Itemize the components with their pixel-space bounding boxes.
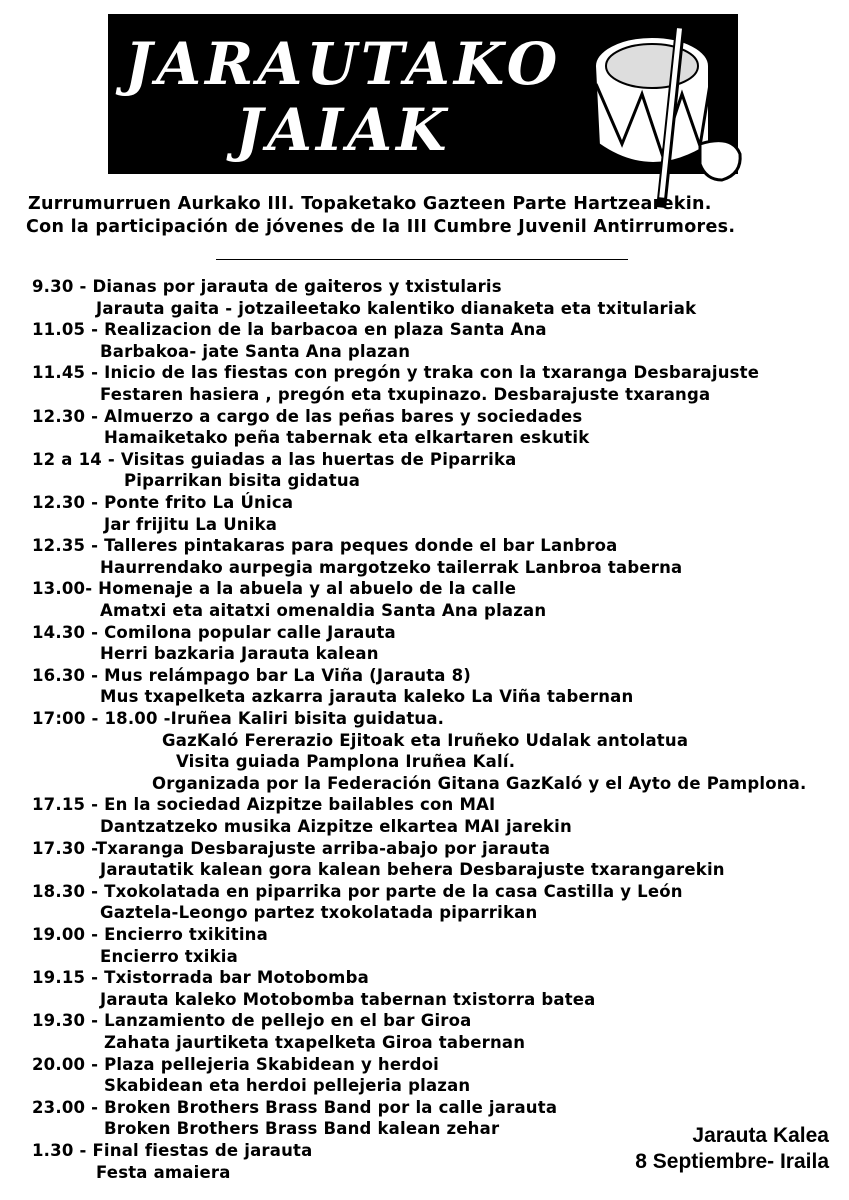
schedule-line: 18.30 - Txokolatada en piparrika por parte de la casa Castilla y León bbox=[32, 881, 683, 901]
footer-date: 8 Septiembre- Iraila bbox=[635, 1150, 829, 1173]
schedule-line: 17:00 - 18.00 -Iruñea Kaliri bisita guidatua. bbox=[32, 709, 445, 728]
schedule-line: Jarauta gaita - jotzaileetako kalentiko dianaketa eta txitulariak bbox=[96, 298, 697, 318]
schedule-line: 19.15 - Txistorrada bar Motobomba bbox=[32, 968, 369, 988]
schedule-line: 12 a 14 - Visitas guiadas a las huertas de Piparrika bbox=[32, 449, 517, 469]
schedule-line: Zahata jaurtiketa txapelketa Giroa tabernan bbox=[104, 1033, 526, 1052]
schedule-line: Mus txapelketa azkarra jarauta kaleko La Viña tabernan bbox=[100, 687, 634, 707]
footer-street: Jarauta Kalea bbox=[692, 1124, 829, 1147]
schedule-line: Herri bazkaria Jarauta kalean bbox=[100, 644, 379, 664]
title-line-1: JARAUTAKO bbox=[124, 30, 562, 98]
schedule-line: 12.35 - Talleres pintakaras para peques donde el bar Lanbroa bbox=[32, 536, 618, 556]
schedule-line: Gaztela-Leongo partez txokolatada piparrikan bbox=[100, 903, 538, 923]
schedule-line: Visita guiada Pamplona Iruñea Kalí. bbox=[176, 752, 516, 772]
subtitle-spanish: Con la participación de jóvenes de la III Cumbre Juvenil Antirrumores. bbox=[26, 217, 736, 237]
drum-icon bbox=[582, 14, 744, 210]
schedule-line: 9.30 - Dianas por jarauta de gaiteros y txistularis bbox=[32, 277, 502, 296]
schedule-line: 17.15 - En la sociedad Aizpitze bailables con MAI bbox=[32, 795, 496, 815]
schedule-line: Festa amaiera bbox=[96, 1162, 231, 1182]
schedule-line: Broken Brothers Brass Band kalean zehar bbox=[104, 1119, 500, 1139]
schedule-line: Jarautatik kalean gora kalean behera Desbarajuste txarangarekin bbox=[100, 860, 725, 880]
divider bbox=[216, 259, 628, 260]
schedule-line: 12.30 - Almuerzo a cargo de las peñas bares y sociedades bbox=[32, 406, 583, 426]
subtitle-basque: Zurrumurruen Aurkako III. Topaketako Gazteen Parte Hartzearekin. bbox=[28, 194, 712, 214]
schedule-line: 14.30 - Comilona popular calle Jarauta bbox=[32, 622, 396, 642]
schedule-line: 23.00 - Broken Brothers Brass Band por la calle jarauta bbox=[32, 1097, 558, 1117]
schedule-line: Dantzatzeko musika Aizpitze elkartea MAI jarekin bbox=[100, 817, 572, 836]
schedule-line: 12.30 - Ponte frito La Única bbox=[32, 493, 294, 512]
schedule-line: 20.00 - Plaza pellejeria Skabidean y herdoi bbox=[32, 1054, 439, 1074]
schedule-line: Hamaiketako peña tabernak eta elkartaren eskutik bbox=[104, 428, 590, 448]
schedule-line: Organizada por la Federación Gitana GazKaló y el Ayto de Pamplona. bbox=[152, 773, 807, 793]
schedule-line: 1.30 - Final fiestas de jarauta bbox=[32, 1141, 313, 1160]
schedule-line: Festaren hasiera , pregón eta txupinazo. Desbarajuste txaranga bbox=[100, 385, 711, 404]
schedule-line: Jarauta kaleko Motobomba tabernan txistorra batea bbox=[100, 989, 596, 1009]
schedule-line: GazKaló Fererazio Ejitoak eta Iruñeko Udalak antolatua bbox=[162, 730, 689, 750]
schedule-line: Piparrikan bisita gidatua bbox=[124, 471, 361, 491]
title-line-2: JAIAK bbox=[235, 96, 451, 164]
schedule-line: 16.30 - Mus relámpago bar La Viña (Jarauta 8) bbox=[32, 665, 472, 685]
schedule-line: 11.05 - Realizacion de la barbacoa en plaza Santa Ana bbox=[32, 320, 547, 340]
schedule-line: 17.30 -Txaranga Desbarajuste arriba-abajo por jarauta bbox=[32, 838, 551, 858]
schedule-line: Barbakoa- jate Santa Ana plazan bbox=[100, 341, 411, 361]
schedule-line: 11.45 - Inicio de las fiestas con pregón y traka con la txaranga Desbarajuste bbox=[32, 363, 760, 383]
schedule-line: Skabidean eta herdoi pellejeria plazan bbox=[104, 1076, 471, 1096]
schedule-line: 13.00- Homenaje a la abuela y al abuelo de la calle bbox=[32, 579, 517, 599]
schedule-line: Jar frijitu La Unika bbox=[104, 514, 278, 534]
schedule-line: Amatxi eta aitatxi omenaldia Santa Ana plazan bbox=[100, 601, 547, 620]
schedule-line: Haurrendako aurpegia margotzeko tailerrak Lanbroa taberna bbox=[100, 557, 683, 577]
schedule-line: Encierro txikia bbox=[100, 946, 238, 966]
schedule-line: 19.00 - Encierro txikitina bbox=[32, 925, 268, 944]
schedule-line: 19.30 - Lanzamiento de pellejo en el bar Giroa bbox=[32, 1011, 472, 1031]
